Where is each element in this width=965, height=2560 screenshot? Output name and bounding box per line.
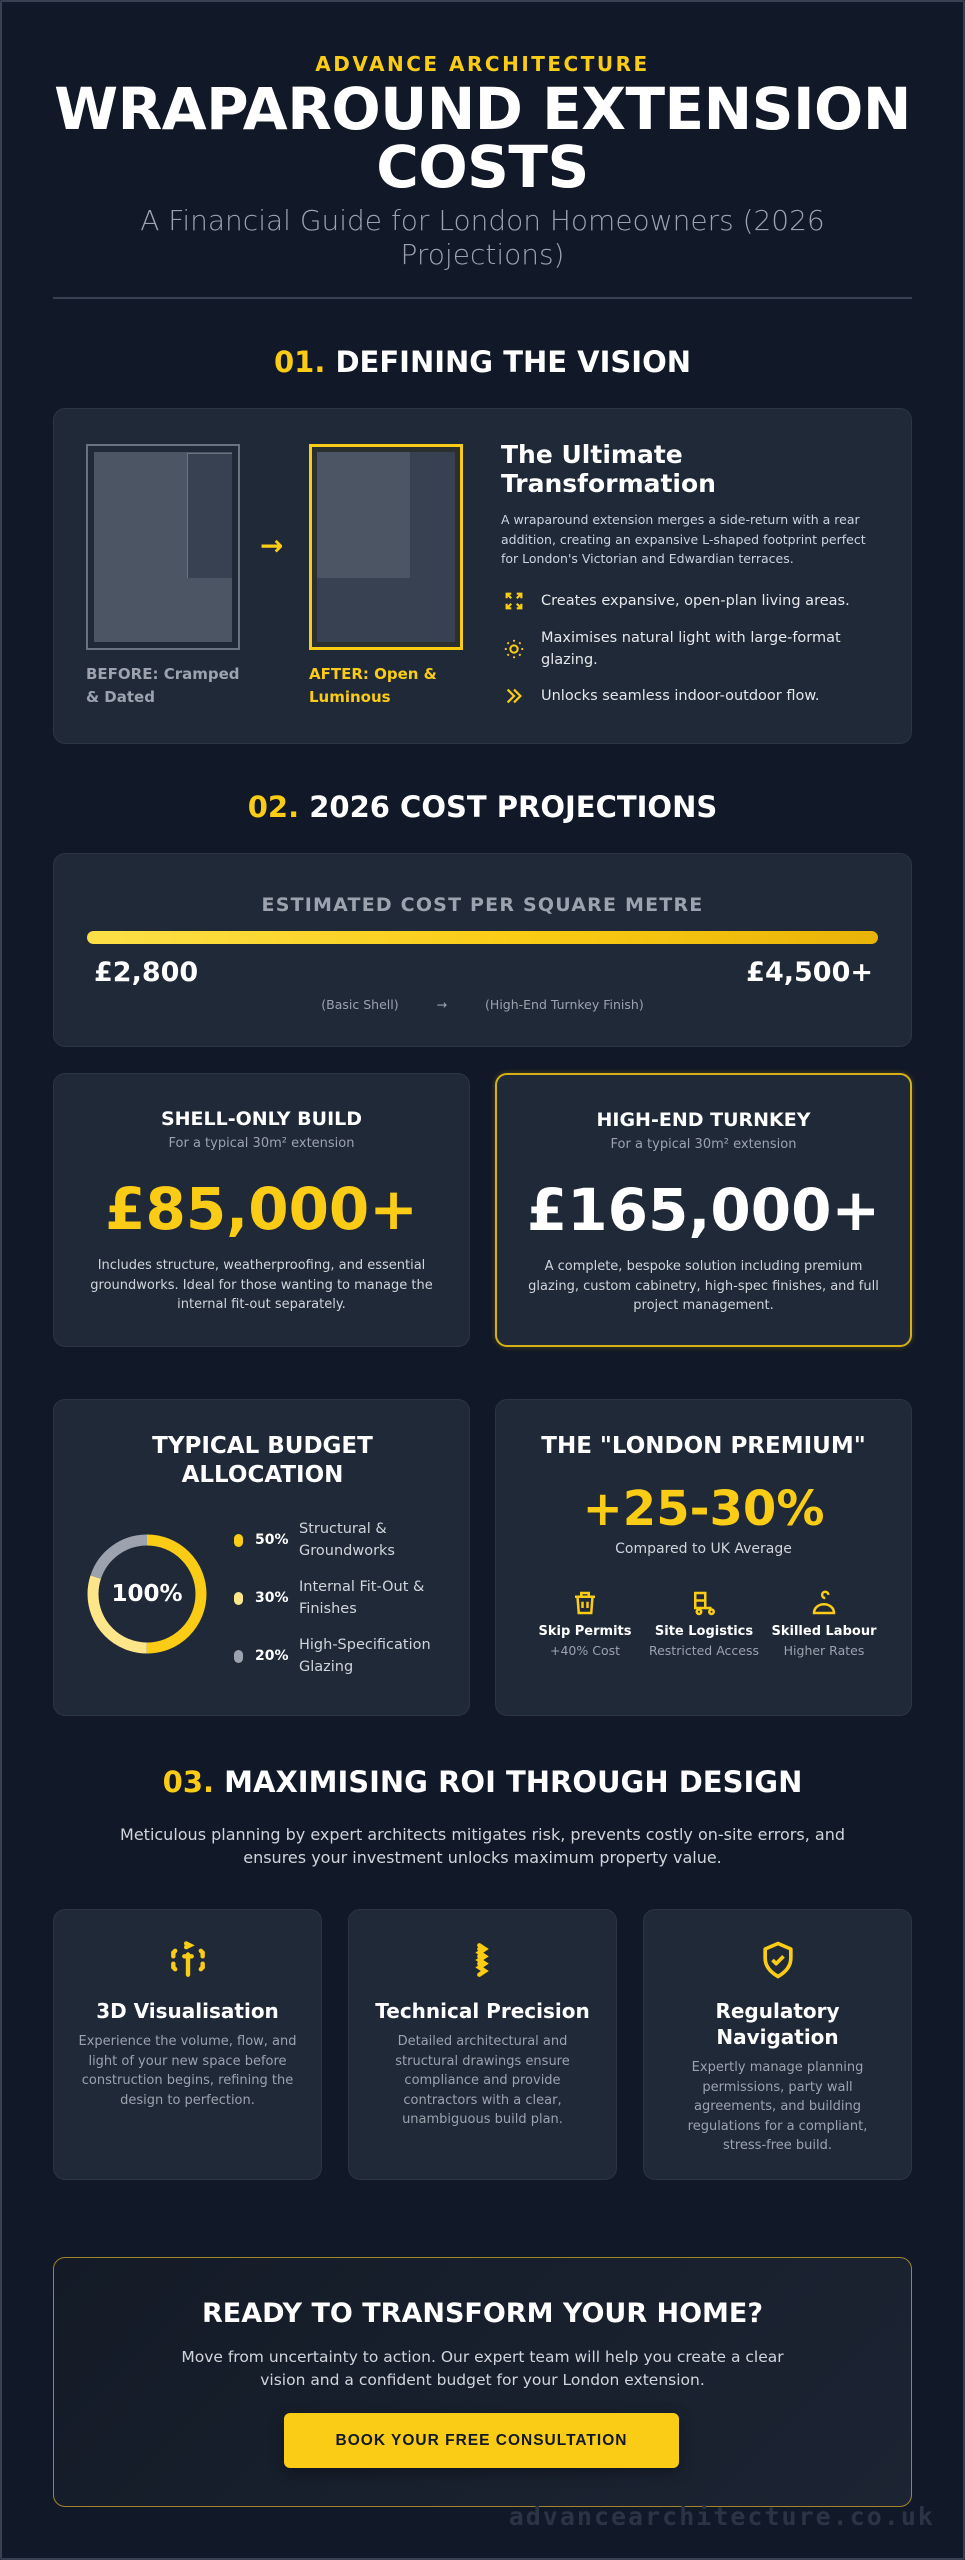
premium-value: +25-30% — [582, 1481, 825, 1537]
feature-item — [503, 627, 883, 671]
factor-name: Skip Permits — [538, 1624, 632, 1639]
cost-range-high: £4,500+ — [746, 957, 873, 988]
trash-bin-icon — [570, 1588, 600, 1618]
budget-allocation-card — [53, 1399, 470, 1716]
turnkey-description: A complete, bespoke solution including premium glazing, custom cabinetry, high-spec finishes, and full project management. — [528, 1259, 879, 1313]
cost-range-title: ESTIMATED COST PER SQUARE METRE — [261, 894, 704, 916]
feature-item — [503, 590, 883, 612]
vision-description: A wraparound extension merges a side-return with a rear addition, creating an expansive L-shaped footprint perfect for London's Victorian and Edwardian terraces. — [501, 512, 866, 566]
sun-icon — [503, 638, 525, 660]
truck-icon — [689, 1588, 719, 1618]
london-premium-card — [495, 1399, 912, 1716]
roi-card-description: Expertly manage planning permissions, party wall agreements, and building regulations for a compliant, stress-free build. — [687, 2060, 868, 2153]
feature-text: Maximises natural light with large-format glazing. — [541, 630, 841, 668]
factor-name: Skilled Labour — [771, 1624, 877, 1639]
arrow-right-icon: → — [260, 529, 284, 562]
roi-card-title: 3D Visualisation — [96, 1999, 279, 2023]
roi-intro: Meticulous planning by expert architects mitigates risk, prevents costly on-site errors, and ensures your investment unlocks maximum property value. — [120, 1825, 845, 1867]
website-watermark: advancearchitecture.co.uk — [508, 2502, 935, 2531]
section-3-title — [0, 1765, 965, 1799]
3d-cube-icon — [166, 1938, 210, 1982]
vision-card — [53, 408, 912, 744]
blueprint-icon — [461, 1938, 505, 1982]
before-label: BEFORE: Cramped & Dated — [86, 665, 240, 706]
legend-percent: 50% — [255, 1532, 289, 1548]
before-floorplan — [86, 444, 240, 650]
legend-item — [234, 1634, 449, 1678]
legend-label: Internal Fit-Out & Finishes — [299, 1579, 425, 1617]
legend-item — [234, 1518, 449, 1562]
turnkey-title: HIGH-END TURNKEY — [596, 1109, 811, 1131]
shield-check-icon — [756, 1938, 800, 1982]
roi-card-technical-precision — [348, 1909, 617, 2180]
legend-swatch — [234, 1592, 243, 1605]
cta-body: Move from uncertainty to action. Our expert team will help you create a clear vision and a confident budget for your London extension. — [181, 2348, 784, 2389]
cost-range-bar — [87, 931, 878, 944]
expand-icon — [503, 590, 525, 612]
shell-title: SHELL-ONLY BUILD — [160, 1108, 363, 1130]
shell-only-card — [53, 1073, 470, 1347]
roi-card-title: Technical Precision — [375, 1999, 590, 2023]
factor-detail: +40% Cost — [549, 1643, 621, 1658]
legend-item — [234, 1576, 449, 1620]
turnkey-price: £165,000+ — [526, 1176, 881, 1244]
premium-title: THE "LONDON PREMIUM" — [541, 1433, 866, 1459]
section-2-number: 02. — [247, 790, 300, 824]
turnkey-subtitle: For a typical 30m² extension — [610, 1137, 797, 1152]
page-subtitle: A Financial Guide for London Homeowners (2026 Projections) — [140, 204, 825, 271]
title-line-1: WRAPAROUND EXTENSION — [54, 75, 911, 143]
header-divider — [53, 297, 912, 299]
roi-card-title: Regulatory Navigation — [715, 1999, 840, 2049]
legend-percent: 30% — [255, 1590, 289, 1606]
factor-detail: Restricted Access — [648, 1643, 759, 1658]
donut-center-label: 100% — [111, 1581, 183, 1607]
factor-name: Site Logistics — [654, 1624, 754, 1639]
legend-label: Structural & Groundworks — [299, 1521, 395, 1559]
section-1-title — [0, 345, 965, 379]
factor-detail: Higher Rates — [783, 1643, 865, 1658]
after-floorplan — [309, 444, 463, 650]
premium-subtitle: Compared to UK Average — [615, 1541, 792, 1557]
roi-card-regulatory-navigation — [643, 1909, 912, 2180]
section-1-number: 01. — [274, 345, 326, 379]
cost-range-low: £2,800 — [94, 957, 199, 988]
shell-subtitle: For a typical 30m² extension — [168, 1136, 355, 1151]
cost-range-notes — [54, 997, 911, 1012]
premium-factor — [644, 1588, 764, 1661]
brand-name: ADVANCE ARCHITECTURE — [315, 52, 650, 76]
low-note: (Basic Shell) — [321, 997, 399, 1012]
legend-label: High-Specification Glazing — [299, 1637, 431, 1675]
turnkey-card — [495, 1073, 912, 1347]
title-line-2: COSTS — [376, 133, 589, 201]
feature-text: Creates expansive, open-plan living areas. — [541, 593, 850, 609]
after-label: AFTER: Open & Luminous — [309, 665, 437, 706]
section-3-heading: MAXIMISING ROI THROUGH DESIGN — [224, 1765, 803, 1799]
legend-swatch — [234, 1534, 243, 1547]
cta-panel — [53, 2257, 912, 2507]
feature-item — [503, 685, 883, 707]
cost-range-card — [53, 853, 912, 1047]
page-title — [0, 75, 965, 201]
book-consultation-button[interactable]: BOOK YOUR FREE CONSULTATION — [284, 2413, 679, 2468]
roi-card-description: Detailed architectural and structural drawings ensure compliance and provide contractors with a clear, unambiguous build plan. — [395, 2034, 570, 2127]
worker-icon — [809, 1588, 839, 1618]
cta-heading: READY TO TRANSFORM YOUR HOME? — [201, 2298, 764, 2329]
roi-card-3d-visualisation — [53, 1909, 322, 2180]
high-note: (High-End Turnkey Finish) — [485, 997, 644, 1012]
section-2-title — [0, 790, 965, 824]
before-side-return — [187, 453, 232, 578]
section-2-heading: 2026 COST PROJECTIONS — [309, 790, 718, 824]
after-light-zone — [317, 452, 410, 578]
feature-text: Unlocks seamless indoor-outdoor flow. — [541, 688, 820, 704]
roi-card-description: Experience the volume, flow, and light of your new space before construction begins, refining the design to perfection. — [78, 2034, 297, 2108]
shell-price: £85,000+ — [105, 1175, 418, 1243]
premium-factor — [525, 1588, 645, 1661]
double-chevron-right-icon — [503, 685, 525, 707]
shell-description: Includes structure, weatherproofing, and essential groundworks. Ideal for those wanting to manage the internal fit-out separately. — [90, 1258, 433, 1312]
vision-heading: The Ultimate Transformation — [501, 440, 716, 498]
arrow-right-icon: → — [436, 997, 448, 1012]
premium-factor — [764, 1588, 884, 1661]
legend-percent: 20% — [255, 1648, 289, 1664]
section-1-heading: DEFINING THE VISION — [335, 345, 691, 379]
budget-title: TYPICAL BUDGET ALLOCATION — [152, 1433, 373, 1488]
legend-swatch — [234, 1650, 243, 1663]
section-3-number: 03. — [162, 1765, 215, 1799]
